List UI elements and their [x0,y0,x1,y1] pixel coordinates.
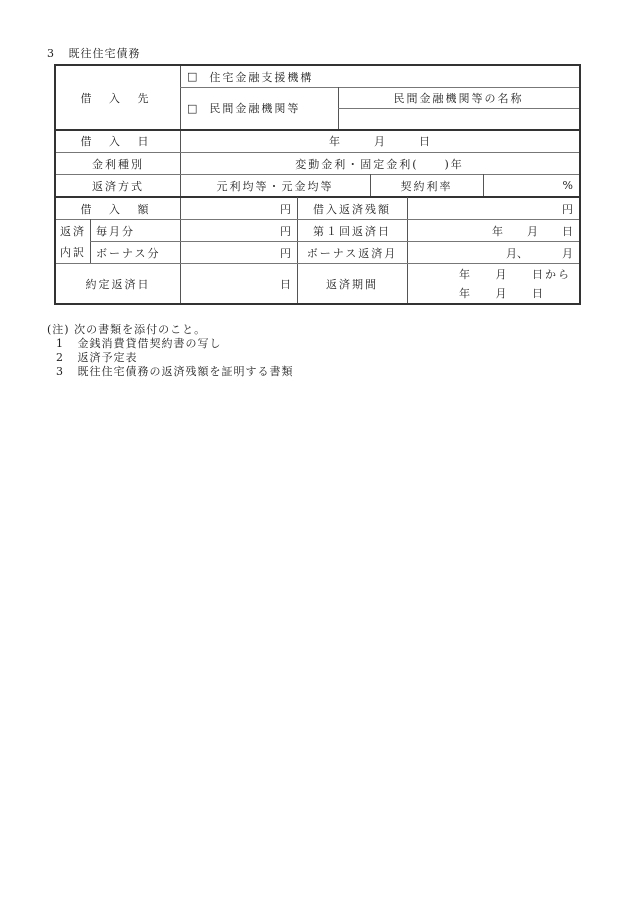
section-title: 既往住宅債務 [68,47,141,60]
loan-date-field[interactable] [180,130,579,152]
monthly-portion-field[interactable] [180,220,297,241]
note-text: 金銭消費貸借契約書の写し [77,337,222,350]
month-unit: 月 [562,246,573,260]
yen-unit: 円 [562,202,573,216]
day-unit: 日 [532,287,543,301]
note-item [47,337,294,351]
note-text: 返済予定表 [77,351,138,364]
month-unit: 月 [527,224,538,238]
lender-option-jhf[interactable] [180,66,579,87]
lender-option-private[interactable] [180,87,338,129]
year-unit: 年 [459,287,470,301]
repayment-period-field[interactable] [407,264,579,303]
repayment-method-label: 返済方式 [92,179,144,193]
bonus-repayment-month-field[interactable] [407,242,579,263]
remaining-balance-label: 借入返済残額 [313,202,391,216]
checkbox-icon[interactable]: □ [187,101,198,115]
repayment-method-field[interactable]: 元利均等・元金均等 [216,179,334,193]
period-to [459,285,579,301]
yen-unit: 円 [280,224,291,238]
year-unit: 年 [329,135,340,148]
breakdown-label-bottom: 内訳 [60,246,86,260]
contract-rate-field[interactable] [483,175,579,196]
due-day-field[interactable] [180,264,297,303]
first-repayment-date-field[interactable] [407,220,579,241]
section-heading [47,45,141,61]
loan-date-label: 借 入 日 [80,135,156,148]
month-unit: 月、 [506,246,528,260]
month-unit: 月 [374,135,385,148]
loan-amount-field[interactable] [180,198,297,219]
rate-type-field[interactable]: 変動金利・固定金利( )年 [295,157,464,171]
yen-unit: 円 [280,246,291,260]
yen-unit: 円 [280,202,291,216]
day-unit: 日 [562,224,573,238]
note-number: 1 [56,337,64,350]
loan-amount-label: 借 入 額 [80,202,156,216]
day-unit: 日から [532,267,571,281]
year-unit: 年 [492,224,503,238]
rate-type-label: 金利種別 [92,157,144,171]
first-repayment-date-label: 第１回返済日 [313,224,391,238]
period-from [459,266,579,282]
lender-label: 借 入 先 [80,91,156,105]
bonus-repayment-month-label: ボーナス返済月 [306,246,398,260]
year-unit: 年 [459,267,470,281]
private-lender-name-field[interactable] [338,108,579,129]
contract-rate-label: 契約利率 [400,179,453,193]
notes-section [47,323,294,379]
repayment-breakdown-label [56,220,90,263]
section-number: 3 [47,47,55,60]
checkbox-icon[interactable]: □ [187,70,198,83]
day-unit: 日 [280,277,291,291]
existing-housing-debt-table [54,64,581,305]
due-day-label: 約定返済日 [85,277,151,291]
bonus-portion-field[interactable] [180,242,297,263]
lender-option-jhf-label: 住宅金融支援機構 [209,70,314,84]
note-item [47,351,294,365]
notes-header: (注) 次の書類を添付のこと。 [47,323,207,336]
private-lender-name-header: 民間金融機関等の名称 [393,91,524,105]
repayment-period-label: 返済期間 [326,277,378,291]
day-unit: 日 [419,135,430,148]
note-number: 2 [56,351,64,364]
note-item [47,365,294,379]
monthly-portion-label: 毎月分 [96,224,135,238]
month-unit: 月 [495,267,507,281]
month-unit: 月 [495,287,507,301]
note-number: 3 [56,365,64,378]
remaining-balance-field[interactable] [407,198,579,219]
breakdown-label-top: 返済 [60,224,86,238]
bonus-portion-label: ボーナス分 [96,246,161,260]
note-text: 既往住宅債務の返済残額を証明する書類 [77,365,294,378]
lender-option-private-label: 民間金融機関等 [209,102,301,115]
percent-unit: % [562,179,573,192]
